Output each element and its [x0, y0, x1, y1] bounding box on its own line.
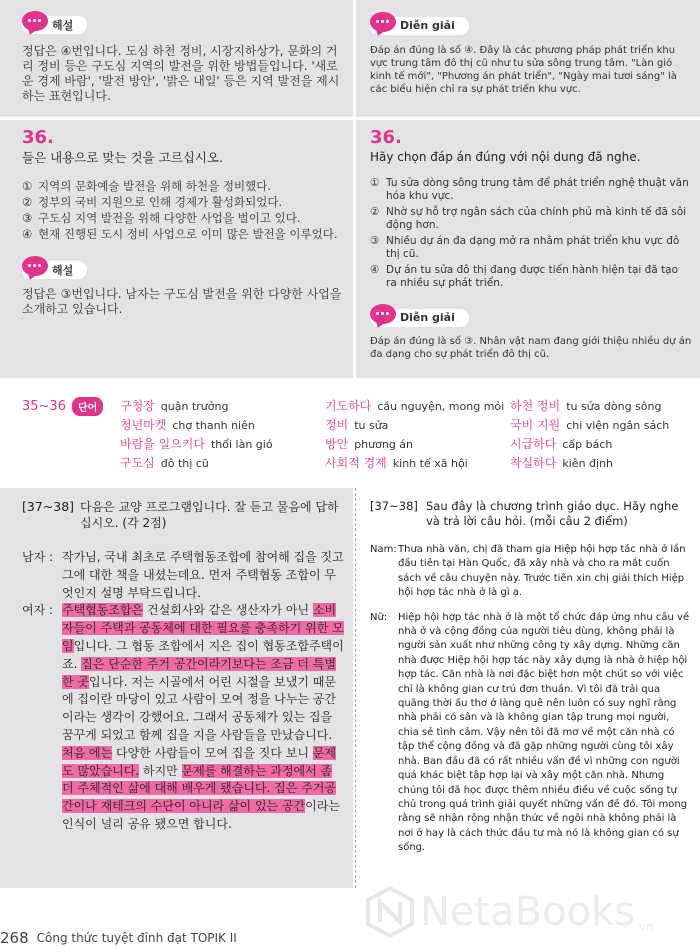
highlighted-text: 문제도 많았습니다. [62, 745, 336, 778]
explain-badge-ko: 해설 [22, 261, 87, 279]
option-item[interactable]: ① Tu sửa dòng sông trung tâm để phát triển nghệ thuật văn hóa khu vực. [370, 177, 689, 202]
woman-line: Hiệp hội hợp tác nhà ở là một tổ chức đáp ứng nhu cầu về nhà ở và cộng đồng của người tiêu dùng, không phải là người sản xuất như những công ty xây dựng. Những căn nhà được Hiệp hội hợp tác này xây dựng là nhà ở hiệp hội hợp tác. Căn nhà là nơi đặc biệt hơn một chút so với việc chỉ là không gian cư trú đơn thuần. Vì tôi đã trải qua quãng thời ấu thơ ở làng quê nên luôn có suy nghĩ rằng nhà phải có sân và là không gian tập trung mọi người, chia sẻ tình cảm. Vậy nên tôi đã mơ về một căn nhà có tập thể cộng đồng và đã gặp những người cùng tôi xây nhà. Ban đầu đã có rất nhiều vấn đề vì những con người quá khác biệt tập hợp lại và xây một căn nhà. Nhưng chúng tôi đã học được thêm nhiều điều về cuộc sống tự chủ trong quá trình giải quyết những vấn đề đó. Tôi mong rằng sẽ nhận rộng nhận thức về ngôi nhà không phải là nơi ở hay là cách thức đầu tư mà nó là không gian có sự sống. [398, 611, 690, 854]
page-number: 268 [0, 929, 29, 947]
vocab-entry [120, 395, 228, 414]
question-text: 들은 내용으로 맞는 것을 고르십시오. [22, 150, 223, 165]
question-intro: Sau đây là chương trình giáo dục. Hãy nghe và trả lời câu hỏi. (mỗi câu 2 điểm) [426, 499, 679, 528]
q37-ko [22, 499, 344, 834]
speech-bubble-icon [370, 304, 396, 324]
watermark [366, 880, 696, 944]
vocab-meaning: cầu nguyện, mong mỏi [377, 400, 505, 413]
netabooks-logo-icon [366, 886, 414, 938]
question-number: 36. [22, 127, 54, 148]
question-text: Hãy chọn đáp án đúng với nội dung đã nghe. [370, 150, 641, 164]
man-line: 작가님, 국내 최초로 주택협동조합에 참여해 집을 짓고 그에 대한 책을 내셨는데요. 먼저 주택협동 조합이 무엇인지 설명 부탁드립니다. [62, 550, 344, 600]
book-title: Công thức tuyệt đỉnh đạt TOPIK II [36, 931, 237, 945]
option-item[interactable]: ② Nhờ sự hỗ trợ ngân sách của chính phủ mà kinh tế đã sôi động hơn. [370, 206, 687, 231]
man-line: Thưa nhà văn, chị đã tham gia Hiệp hội hợp tác nhà ở lần đầu tiên tại Hàn Quốc, đã xây nhà và cho ra mắt cuốn sách về câu chuyện này. Trước tiên xin chị giải thích Hiệp hội hợp tác nhà ở là gì ạ. [398, 544, 686, 599]
vocab-word: 방안 [325, 437, 349, 451]
vocab-meaning: thổi làn gió [210, 438, 273, 451]
explain-text-ko: 정답은 ④번입니다. 도심 하천 정비, 시장지하상가, 문화의 거리 정비 등은 구도심 지역의 발전을 위한 방법들입니다. '새로운 경제 바람', '발전 방안', '밝은 내일' 등은 지역 발전을 제시하는 표현입니다. [22, 44, 340, 103]
vocab-word: 시급하다 [510, 437, 557, 451]
vocab-meaning: tu sửa dòng sông [566, 400, 662, 413]
vocab-range: 35~36 [22, 399, 66, 414]
vocab-meaning: chợ thanh niên [172, 419, 255, 432]
vocab-word: 정비 [325, 418, 349, 432]
vocab-entry [510, 452, 613, 471]
vocab-meaning: quận trưởng [160, 400, 229, 413]
speech-bubble-icon [370, 12, 396, 32]
vocab-meaning: kiên định [562, 457, 614, 470]
explain-text-ko: 정답은 ③번입니다. 남자는 구도심 발전을 위한 다양한 사업을 소개하고 있습니다. [22, 287, 342, 316]
explain-badge-vi: Diễn giải [370, 309, 469, 327]
explain-text-vi: Đáp án đúng là số ③. Nhân vật nam đang giới thiệu nhiều dự án đa dạng cho sự phát triển đô thị cũ. [370, 335, 692, 360]
q36-vi [370, 127, 692, 361]
vocab-meaning: đô thị cũ [160, 457, 209, 470]
option-item[interactable]: ④ 현재 진행된 도시 정비 사업으로 이미 많은 발전을 이루었다. [22, 227, 338, 241]
vocab-word: 구청장 [120, 399, 155, 413]
vocab-word: 바람을 일으키다 [120, 437, 205, 451]
vocab-entry [120, 414, 255, 433]
speaker-label: 여자 : [22, 603, 54, 618]
vocab-meaning: chi viện ngân sách [566, 419, 670, 432]
speaker-label: 남자 : [22, 550, 54, 564]
highlighted-text: 소비자들이 주택과 공동체에 대한 필요를 충족하기 위한 모임 [62, 603, 344, 653]
vocab-meaning: cấp bách [562, 438, 613, 451]
question-range: [37~38] [370, 499, 418, 513]
vocab-word: 착실하다 [510, 456, 557, 470]
speech-bubble-icon [22, 256, 48, 276]
highlighted-text: 주택협동조합은 [62, 603, 144, 618]
text-segment: 입니다. 그 협동 조합에서 지은 집이 협동조합주택이죠. [62, 638, 344, 671]
options-list [22, 179, 344, 241]
vocab-meaning: tu sửa [354, 419, 389, 432]
vocab-entry [120, 433, 273, 452]
watermark-suffix: .vn [635, 920, 654, 934]
question-intro: 다음은 교양 프로그램입니다. 잘 듣고 물음에 답하십시오. (각 2점) [80, 500, 339, 530]
page-footer [0, 928, 360, 948]
vocab-entry [325, 414, 388, 433]
vocab-entry [510, 395, 662, 414]
text-segment: 건설회사와 같은 생산자가 아닌 [143, 603, 313, 618]
option-item[interactable]: ② 정부의 국비 지원으로 인해 경제가 활성화되었다. [22, 195, 283, 209]
watermark-text: NetaBooks [420, 889, 636, 935]
speech-bubble-icon [22, 11, 48, 31]
highlighted-text: 집은 단순한 주거 공간이라기보다는 조금 더 특별한 곳 [62, 656, 336, 689]
options-list [370, 177, 692, 290]
question-range: [37~38] [22, 499, 75, 514]
vocab-entry [325, 433, 413, 452]
option-item[interactable]: ① 지역의 문화예술 발전을 위해 하천을 정비했다. [22, 179, 272, 193]
explain-text-vi: Đáp án đúng là số ④. Đây là các phương pháp phát triển khu vực trung tâm đô thị cũ như tu sửa sông trung tâm. "Làn gió kinh tế mới", "Phương án phát triển", "Ngày mai tươi sáng" là các biểu hiện chỉ ra sự phát triển khu vực. [370, 44, 677, 95]
text-segment: 이라는 인식이 널리 공유 됐으면 합니다. [62, 799, 340, 831]
vocab-word: 하천 정비 [510, 399, 561, 413]
vocab-meaning: kinh tế xã hội [392, 457, 468, 470]
highlighted-text: 처음 에는 [62, 745, 113, 760]
vocab-word: 기도하다 [325, 399, 372, 413]
text-segment: 다양한 사람들이 모여 집을 짓다 보니 [112, 745, 313, 760]
option-item[interactable]: ③ Nhiều dự án đa dạng mở ra nhằm phát triển khu vực đô thị cũ. [370, 235, 680, 260]
explain-badge-vi: Diễn giải [370, 17, 469, 35]
vocab-entry [325, 452, 468, 471]
explain-badge-ko: 해설 [22, 16, 87, 34]
vocab-entry [120, 452, 209, 471]
option-item[interactable]: ③ 구도심 지역 발전을 위해 다양한 사업을 벌이고 있다. [22, 211, 301, 225]
question-number: 36. [370, 127, 402, 148]
vocab-word: 사회적 경제 [325, 456, 387, 470]
vocab-entry [510, 414, 669, 433]
column-divider [355, 488, 356, 888]
vocab-meaning: phương án [354, 438, 414, 451]
text-segment: 입니다. 저는 시골에서 어린 시절을 보냈기 때문에 집이란 마당이 있고 사람이 모여 정을 나누는 공간이라는 생각이 강했어요. 그래서 공동체가 있는 집을 꿈꾸게 되었고 함께 집을 지을 사람들을 만났습니다. [62, 674, 336, 742]
option-item[interactable]: ④ Dự án tu sửa đô thị đang được tiến hành hiện tại đã tạo ra nhiều sự phát triển. [370, 264, 679, 289]
speaker-label: Nữ: [370, 611, 388, 623]
vocab-word: 청년마켓 [120, 418, 167, 432]
vocab-entry [325, 395, 504, 414]
woman-line [62, 602, 344, 833]
top-left-explain [22, 14, 344, 104]
q36-ko [22, 127, 344, 317]
q37-vi [370, 499, 692, 856]
text-segment: 하지만 [139, 763, 182, 778]
vocab-word: 구도심 [120, 456, 155, 470]
vocab-section [22, 395, 692, 475]
vocab-entry [510, 433, 612, 452]
vocab-tag: 단어 [72, 397, 103, 416]
top-right-explain [370, 14, 692, 96]
vocab-word: 국비 지원 [510, 418, 561, 432]
highlighted-text: 문제를 해결하는 과정에서 좀 더 주체적인 삶에 대해 배우게 됐습니다. 집은 주거공간이나 재테크의 수단이 아니라 삶이 있는 공간 [62, 763, 336, 814]
speaker-label: Nam: [370, 544, 397, 555]
